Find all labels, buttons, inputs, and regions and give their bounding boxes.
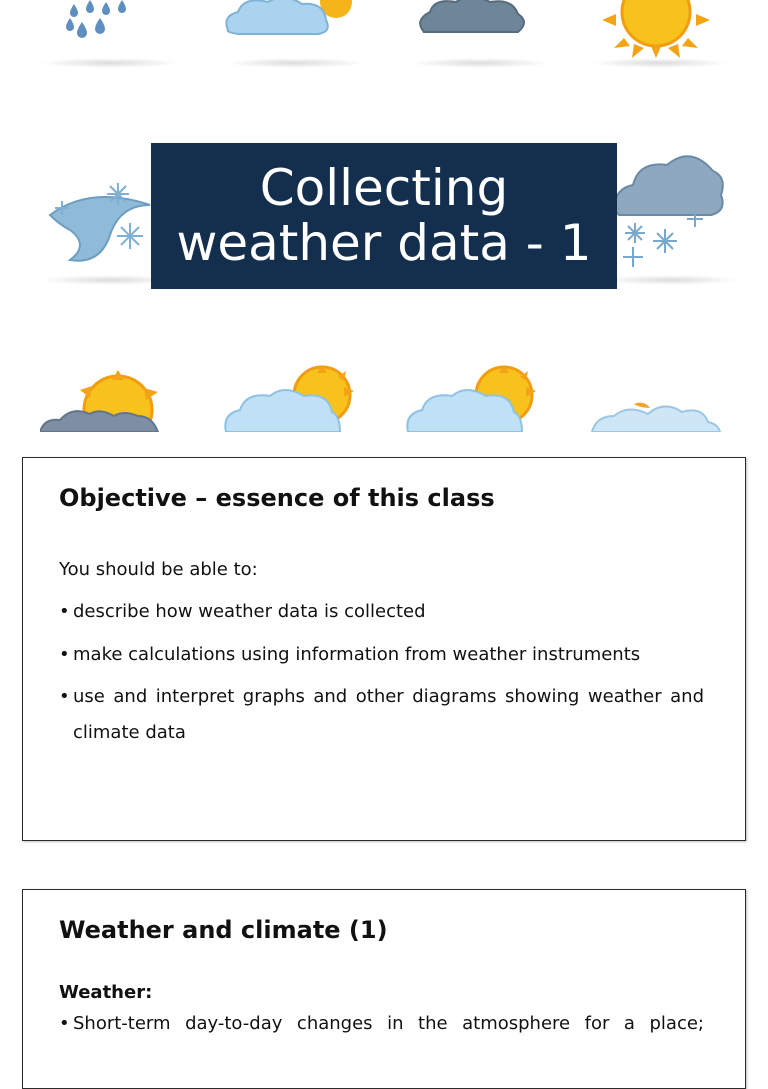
slide-heading: Objective – essence of this class — [59, 484, 495, 512]
title-box — [151, 143, 617, 289]
objective-slide — [22, 457, 746, 841]
list-item: • Short-term day-to-day changes in the atmosphere for a place; — [59, 1006, 704, 1042]
bullet-icon: • — [59, 1013, 70, 1034]
snow-cloud-icon — [615, 143, 725, 273]
intro-text: You should be able to: — [59, 559, 258, 580]
sun-cloud-icon — [40, 370, 170, 432]
bullet-icon: • — [59, 686, 70, 707]
list-item: • make calculations using information from weather instruments — [59, 637, 704, 673]
cloud-sun-icon — [218, 0, 358, 40]
shadow — [600, 275, 740, 285]
title-slide — [0, 0, 768, 432]
sun-cloud-icon — [404, 365, 544, 432]
list-item: • use and interpret graphs and other diagrams showing weather and climate data — [59, 679, 704, 751]
shadow — [410, 58, 550, 68]
snow-wind-icon — [40, 175, 160, 270]
title-line-2: weather data - 1 — [176, 214, 592, 272]
cloud-moon-icon — [588, 398, 728, 432]
shadow — [225, 58, 365, 68]
sun-cloud-icon — [222, 365, 362, 432]
subheading: Weather: — [59, 982, 153, 1003]
shadow — [590, 58, 730, 68]
dark-cloud-icon — [404, 0, 544, 40]
rain-icon — [60, 0, 160, 50]
shadow — [40, 58, 180, 68]
list-item: • describe how weather data is collected — [59, 594, 704, 630]
bullet-icon: • — [59, 644, 70, 665]
sun-icon — [592, 0, 722, 60]
bullet-icon: • — [59, 601, 70, 622]
weather-climate-slide — [22, 889, 746, 1089]
title-line-1: Collecting — [259, 159, 509, 217]
slide-heading: Weather and climate (1) — [59, 916, 388, 944]
